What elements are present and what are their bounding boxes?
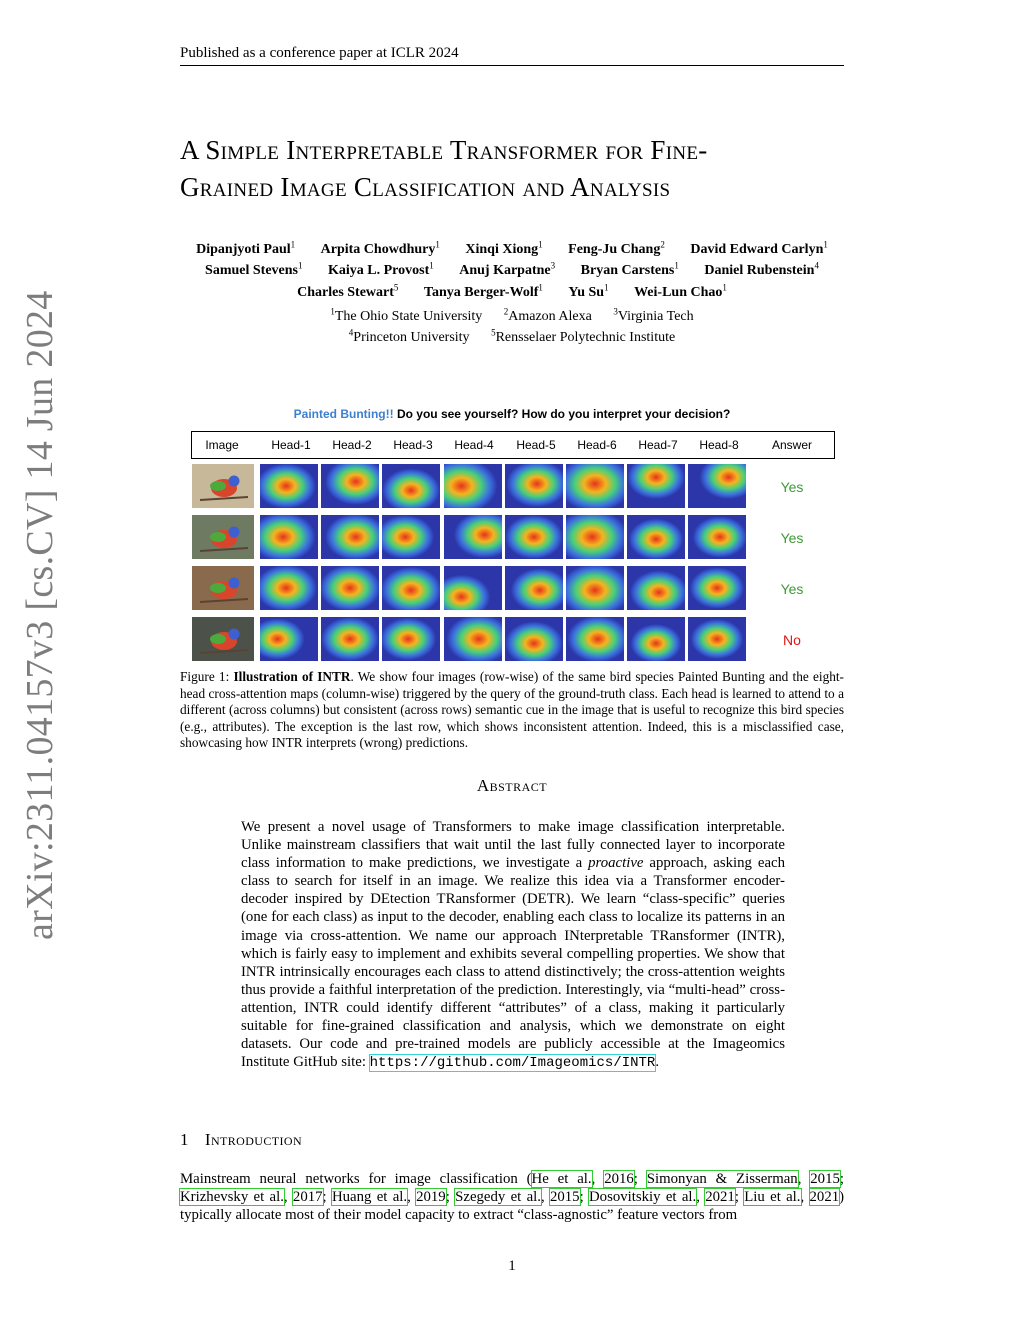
citation-link[interactable]: 2015 (549, 1189, 580, 1206)
author: Anuj Karpatne$^3$ (459, 260, 556, 279)
attention-map (260, 617, 318, 661)
affiliation-row-1 (150, 303, 874, 325)
answer-label: Yes (780, 530, 804, 546)
answer-label: Yes (780, 479, 804, 495)
citation-link[interactable]: Huang et al. (331, 1189, 408, 1206)
author: Feng-Ju Chang$^2$ (568, 239, 665, 257)
abstract-heading: Abstract (476, 776, 548, 795)
section-title: Introduction (204, 1130, 303, 1149)
citation-link[interactable]: 2015 (810, 1171, 840, 1187)
caption-label: Figure 1: (180, 669, 234, 684)
abstract-text: . (655, 1054, 660, 1071)
attention-map (321, 566, 379, 610)
author: Xinqi Xiong$^1$ (465, 239, 543, 257)
author: Dipanjyoti Paul$^1$ (196, 239, 296, 257)
answer-label: No (783, 632, 801, 648)
section-number: 1 (180, 1130, 189, 1149)
caption-bold: Illustration of INTR (233, 669, 351, 684)
attention-map (505, 464, 563, 508)
attention-map (444, 464, 502, 508)
attention-map (627, 464, 685, 508)
paper-title (180, 132, 880, 206)
abstract-body (241, 818, 785, 1072)
citation-link[interactable]: Liu et al. (744, 1189, 801, 1206)
title-line-1: A Simple Interpretable Transformer for Fine- (180, 135, 708, 165)
arxiv-stamp: arXiv:2311.04157v3 [cs.CV] 14 Jun 2024 (19, 290, 61, 940)
figure-question (190, 407, 834, 421)
column-label: Head-6 (577, 438, 617, 452)
attention-map (382, 464, 440, 508)
attention-map (382, 566, 440, 610)
title-line-2: Grained Image Classification and Analysis (180, 172, 671, 202)
attention-map (566, 617, 624, 661)
column-label: Head-7 (638, 438, 678, 452)
author: Tanya Berger-Wolf$^1$ (423, 282, 543, 300)
author: David Edward Carlyn$^1$ (690, 239, 828, 257)
attention-map (505, 617, 563, 661)
citation-link[interactable]: 2016 (604, 1171, 634, 1187)
affiliation: $^1$The Ohio State University (330, 306, 483, 324)
author: Charles Stewart$^5$ (297, 282, 399, 300)
attention-map (444, 515, 502, 559)
attention-map (688, 617, 746, 661)
citation-link[interactable]: 2021 (705, 1189, 735, 1206)
column-label: Image (205, 438, 239, 452)
attention-map (260, 566, 318, 610)
answer-label: Yes (780, 581, 804, 597)
citation-link[interactable]: 2017 (292, 1189, 323, 1206)
attention-map (688, 464, 746, 508)
bird-photo (192, 566, 254, 610)
bird-photo (192, 617, 254, 661)
bird-photo (192, 464, 254, 508)
attention-map (321, 464, 379, 508)
affiliation-list (150, 303, 874, 346)
citation-link[interactable]: 2021 (809, 1189, 840, 1206)
intro-text: ) typically allocate most of their model capacity to extract “class-agnostic” feature vectors from (180, 1189, 845, 1224)
attention-map (627, 515, 685, 559)
abstract-italic: proactive (588, 855, 644, 872)
column-label: Answer (771, 438, 813, 452)
attention-map (382, 617, 440, 661)
citation-link[interactable]: Szegedy et al. (455, 1189, 541, 1206)
abstract-text: approach, asking each class to search for itself in an image. We realize this idea via a Transformer encoder-decoder inspired by DEtection TRansformer (DETR). We learn “class-specific” queries (one for each class) as input to the decoder, enabling each class to localize its patterns in an image via cross-attention. We name our approach INterpretable TRansformer (INTR), which is fairly easy to implement and exhibits several compelling properties. We show that INTR intrinsically encourages each class to attend distinctively; the cross-attention weights thus provide a faithful interpretation of the prediction. Interestingly, via “multi-head” cross-attention, INTR could identify different “attributes” of a class, making it particularly suitable for fine-grained classification and analysis, which we demonstrate on eight datasets. Our code and pre-trained models are publicly accessible at the Imageomics Institute GitHub site: (241, 855, 785, 1071)
attention-map (382, 515, 440, 559)
citation-link[interactable]: Krizhevsky et al. (180, 1189, 284, 1206)
author: Wei-Lun Chao$^1$ (634, 282, 727, 300)
attention-map (321, 515, 379, 559)
column-label: Head-2 (332, 438, 372, 452)
figure-column-header (191, 431, 835, 459)
attention-map (444, 617, 502, 661)
figure-question-text: Do you see yourself? How do you interpret your decision? (393, 407, 731, 421)
author-list (150, 236, 874, 301)
attention-map (566, 515, 624, 559)
attention-map (566, 464, 624, 508)
attention-map (321, 617, 379, 661)
citation-link[interactable]: Simonyan & Zisserman (646, 1171, 798, 1187)
attention-map (627, 617, 685, 661)
attention-map (505, 515, 563, 559)
column-label: Head-8 (699, 438, 739, 452)
attention-map (260, 464, 318, 508)
column-label: Head-1 (271, 438, 311, 452)
column-label: Head-4 (454, 438, 494, 452)
author: Yu Su$^1$ (568, 282, 609, 300)
abstract-text: We present a novel usage of Transformers to make image classification interpretable. Unlike mainstream classifiers that wait until the last fully connected layer to incorporate class information to make predictions, we investigate a (241, 819, 785, 872)
attention-map (260, 515, 318, 559)
citation-link[interactable]: He et al. (531, 1171, 592, 1187)
attention-map (688, 515, 746, 559)
affiliation: $^4$Princeton University (348, 327, 470, 346)
affiliation: $^3$Virginia Tech (613, 306, 694, 324)
section-heading (180, 1130, 302, 1150)
column-label: Head-3 (393, 438, 433, 452)
caption-text: . We show four images (row-wise) of the same bird species Painted Bunting and the eight-head cross-attention maps (column-wise) triggered by the query of the ground-truth class. Each head is learned to attend to a different (across columns) but consistent (across rows) semantic cue in the image that is useful to recognize this bird species (e.g., attributes). The exception is the last row, which shows inconsistent attention. Indeed, this is a misclassified case, showcasing how INTR interprets (wrong) predictions. (180, 669, 844, 751)
author: Bryan Carstens$^1$ (580, 260, 679, 279)
bird-photo (192, 515, 254, 559)
citation-link[interactable]: Dosovitskiy et al. (589, 1189, 697, 1206)
author-row-2 (150, 258, 874, 280)
figure-caption (180, 669, 844, 752)
github-link[interactable]: https://github.com/Imageomics/INTR (369, 1055, 656, 1072)
affiliation: $^2$Amazon Alexa (503, 306, 592, 324)
page-number: 1 (508, 1258, 516, 1274)
author: Daniel Rubenstein$^4$ (704, 260, 819, 279)
author-row-3 (150, 279, 874, 301)
running-header: Published as a conference paper at ICLR 2024 (180, 45, 459, 61)
attention-map (505, 566, 563, 610)
attention-map (566, 566, 624, 610)
citation-link[interactable]: 2019 (416, 1189, 446, 1206)
author: Samuel Stevens$^1$ (205, 260, 303, 279)
attention-map (627, 566, 685, 610)
affiliation: $^5$Rensselaer Polytechnic Institute (491, 327, 676, 346)
author: Kaiya L. Provost$^1$ (327, 260, 434, 279)
intro-text: Mainstream neural networks for image classification ( (180, 1171, 532, 1187)
column-label: Head-5 (516, 438, 556, 452)
intro-paragraph: Mainstream neural networks for image classification (He et al., 2016; Simonyan & Zisserman, 2015; Krizhevsky et al., 2017; Huang et al., 2019; Szegedy et al., 2015; Dosovitskiy et al., 2021; Liu et al., 2021) typically allocate most of their model capacity to extract “class-agnostic” feature vectors from (180, 1171, 845, 1224)
affiliation-row-2 (150, 325, 874, 347)
header-rule (180, 65, 844, 66)
figure-question-highlight: Painted Bunting!! (293, 407, 394, 421)
author-row-1 (150, 236, 874, 258)
attention-map (688, 566, 746, 610)
attention-grid (0, 0, 1024, 1)
attention-map (444, 566, 502, 610)
author: Arpita Chowdhury$^1$ (320, 239, 440, 257)
